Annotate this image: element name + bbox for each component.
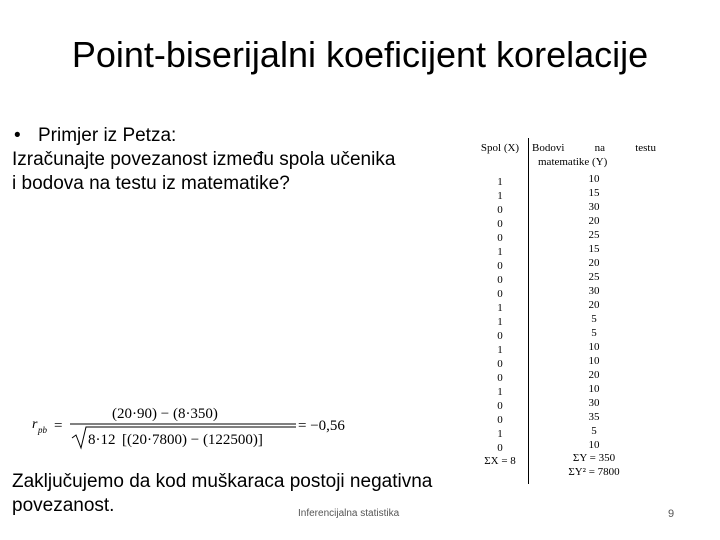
table-cell: 30 bbox=[588, 397, 600, 409]
table-cell: 20 bbox=[588, 369, 600, 381]
bullet-dot: • bbox=[14, 125, 21, 146]
table-cell: 0 bbox=[497, 330, 503, 342]
table-cell: 0 bbox=[497, 232, 503, 244]
table-cell: 10 bbox=[588, 173, 600, 185]
slide-title: Point-biserijalni koeficijent korelacije bbox=[71, 34, 649, 75]
table-cell: 0 bbox=[497, 372, 503, 384]
table-cell: 1 bbox=[497, 176, 503, 188]
table-cell: 10 bbox=[588, 355, 600, 367]
formula-numerator: (20·90) − (8·350) bbox=[112, 406, 218, 422]
table-cell: 30 bbox=[588, 285, 600, 297]
formula-result: = −0,56 bbox=[298, 418, 345, 434]
formula-denominator-rest: [(20·7800) − (122500)] bbox=[122, 432, 263, 448]
y-header-line-2: matematike (Y) bbox=[538, 156, 608, 168]
column-header-y bbox=[532, 138, 656, 172]
x-sum: ΣX = 8 bbox=[484, 455, 516, 467]
bullet-text: Primjer iz Petza: bbox=[38, 125, 177, 146]
y-header-word-2: na bbox=[594, 142, 605, 154]
table-cell: 10 bbox=[588, 383, 600, 395]
question-line-1: Izračunajte povezanost između spola učenika bbox=[12, 149, 396, 170]
table-cell: 25 bbox=[588, 271, 600, 283]
table-cell: 20 bbox=[588, 299, 600, 311]
table-cell: 10 bbox=[588, 341, 600, 353]
conclusion-line-2: povezanost. bbox=[12, 495, 115, 516]
page-number: 9 bbox=[668, 508, 675, 520]
table-cell: 20 bbox=[588, 215, 600, 227]
bullet-line bbox=[12, 124, 452, 148]
table-divider bbox=[528, 138, 529, 484]
formula-eq: = bbox=[54, 418, 63, 434]
table-cell: 20 bbox=[588, 257, 600, 269]
table-cell: 1 bbox=[497, 302, 503, 314]
table-cell: 1 bbox=[497, 246, 503, 258]
table-cell: 0 bbox=[497, 414, 503, 426]
table-cell: 30 bbox=[588, 201, 600, 213]
table-cell: 0 bbox=[497, 358, 503, 370]
table-cell: 0 bbox=[497, 274, 503, 286]
table-cell: 1 bbox=[497, 190, 503, 202]
question-line-2: i bodova na testu iz matematike? bbox=[12, 173, 290, 194]
question-block bbox=[12, 124, 452, 196]
table-cell: 25 bbox=[588, 229, 600, 241]
conclusion-line-1: Zaključujemo da kod muškaraca postoji negativna bbox=[12, 471, 433, 492]
table-cell: 0 bbox=[497, 288, 503, 300]
table-cell: 1 bbox=[497, 316, 503, 328]
table-cell: 0 bbox=[497, 260, 503, 272]
x-values bbox=[474, 175, 526, 455]
table-cell: 0 bbox=[497, 218, 503, 230]
formula-lhs: r bbox=[32, 417, 38, 432]
footer-text: Inferencijalna statistika bbox=[298, 508, 400, 519]
table-cell: 1 bbox=[497, 428, 503, 440]
y-header-word-1: Bodovi bbox=[532, 142, 565, 154]
table-cell: 0 bbox=[497, 400, 503, 412]
table-cell: 5 bbox=[591, 327, 597, 339]
y-values bbox=[532, 172, 656, 452]
formula-lhs-sub: pb bbox=[38, 425, 47, 435]
formula bbox=[28, 398, 345, 454]
table-cell: 1 bbox=[497, 386, 503, 398]
y2-sum: ΣY² = 7800 bbox=[568, 466, 620, 478]
column-spol bbox=[474, 138, 526, 469]
table-cell: 15 bbox=[588, 243, 600, 255]
table-cell: 10 bbox=[588, 439, 600, 451]
column-bodovi bbox=[532, 138, 656, 480]
formula-graphic bbox=[28, 398, 345, 454]
table-cell: 1 bbox=[497, 344, 503, 356]
y-header-word-3: testu bbox=[635, 142, 656, 154]
table-cell: 15 bbox=[588, 187, 600, 199]
table-cell: 5 bbox=[591, 425, 597, 437]
column-header-x: Spol (X) bbox=[480, 142, 520, 154]
table-cell: 0 bbox=[497, 204, 503, 216]
table-cell: 35 bbox=[588, 411, 600, 423]
formula-denominator-root: 8·12 bbox=[88, 432, 116, 448]
table-cell: 5 bbox=[591, 313, 597, 325]
table-cell: 0 bbox=[497, 442, 503, 454]
y-sum: ΣY = 350 bbox=[572, 452, 616, 464]
